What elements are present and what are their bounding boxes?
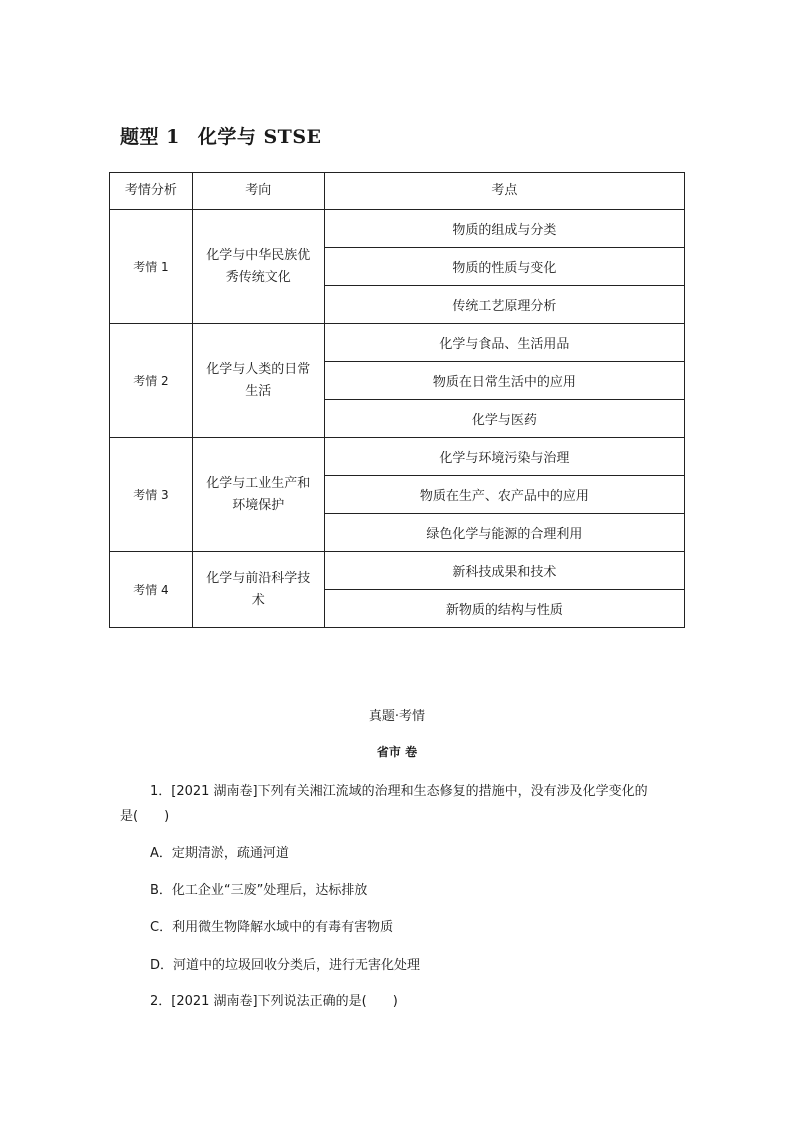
- question-1-text-cont: 是( ): [120, 809, 170, 824]
- title-text: 化学与 STSE: [197, 126, 322, 148]
- point-cell: 物质的组成与分类: [324, 210, 684, 248]
- header-direction: 考向: [192, 173, 324, 210]
- table-row: [110, 210, 685, 248]
- case-cell: 考情 1: [110, 210, 193, 324]
- point-cell: 绿色化学与能源的合理利用: [324, 514, 684, 552]
- point-cell: 新科技成果和技术: [324, 552, 684, 590]
- section-title: 真题·考情: [368, 709, 426, 724]
- direction-cell: 化学与中华民族优秀传统文化: [192, 210, 324, 324]
- table-row: [110, 438, 685, 476]
- question-1-option-b: B．化工企业“三废”处理后，达标排放: [150, 883, 368, 898]
- header-point: 考点: [324, 173, 684, 210]
- point-cell: 物质的性质与变化: [324, 248, 684, 286]
- question-1-text: 1．[2021 湖南卷]下列有关湘江流域的治理和生态修复的措施中，没有涉及化学变化的: [150, 784, 648, 799]
- table-header-row: [110, 173, 685, 210]
- table-row: [110, 552, 685, 590]
- point-cell: 化学与医药: [324, 400, 684, 438]
- point-cell: 物质在生产、农产品中的应用: [324, 476, 684, 514]
- point-cell: 化学与食品、生活用品: [324, 324, 684, 362]
- question-2-text: 2．[2021 湖南卷]下列说法正确的是( ): [150, 994, 398, 1009]
- question-1-option-d: D．河道中的垃圾回收分类后，进行无害化处理: [150, 958, 421, 973]
- case-cell: 考情 4: [110, 552, 193, 628]
- page-title: [120, 122, 322, 149]
- section-subtitle: 省市 卷: [376, 745, 418, 759]
- header-analysis: 考情分析: [110, 173, 193, 210]
- case-cell: 考情 3: [110, 438, 193, 552]
- direction-cell: 化学与人类的日常生活: [192, 324, 324, 438]
- point-cell: 物质在日常生活中的应用: [324, 362, 684, 400]
- title-number: 题型 1: [120, 126, 180, 148]
- direction-cell: 化学与前沿科学技术: [192, 552, 324, 628]
- point-cell: 传统工艺原理分析: [324, 286, 684, 324]
- point-cell: 化学与环境污染与治理: [324, 438, 684, 476]
- direction-cell: 化学与工业生产和环境保护: [192, 438, 324, 552]
- table-row: [110, 324, 685, 362]
- point-cell: 新物质的结构与性质: [324, 590, 684, 628]
- question-1-option-a: A．定期清淤，疏通河道: [150, 846, 289, 861]
- analysis-table: [109, 172, 685, 628]
- question-1-option-c: C．利用微生物降解水域中的有毒有害物质: [150, 920, 394, 935]
- case-cell: 考情 2: [110, 324, 193, 438]
